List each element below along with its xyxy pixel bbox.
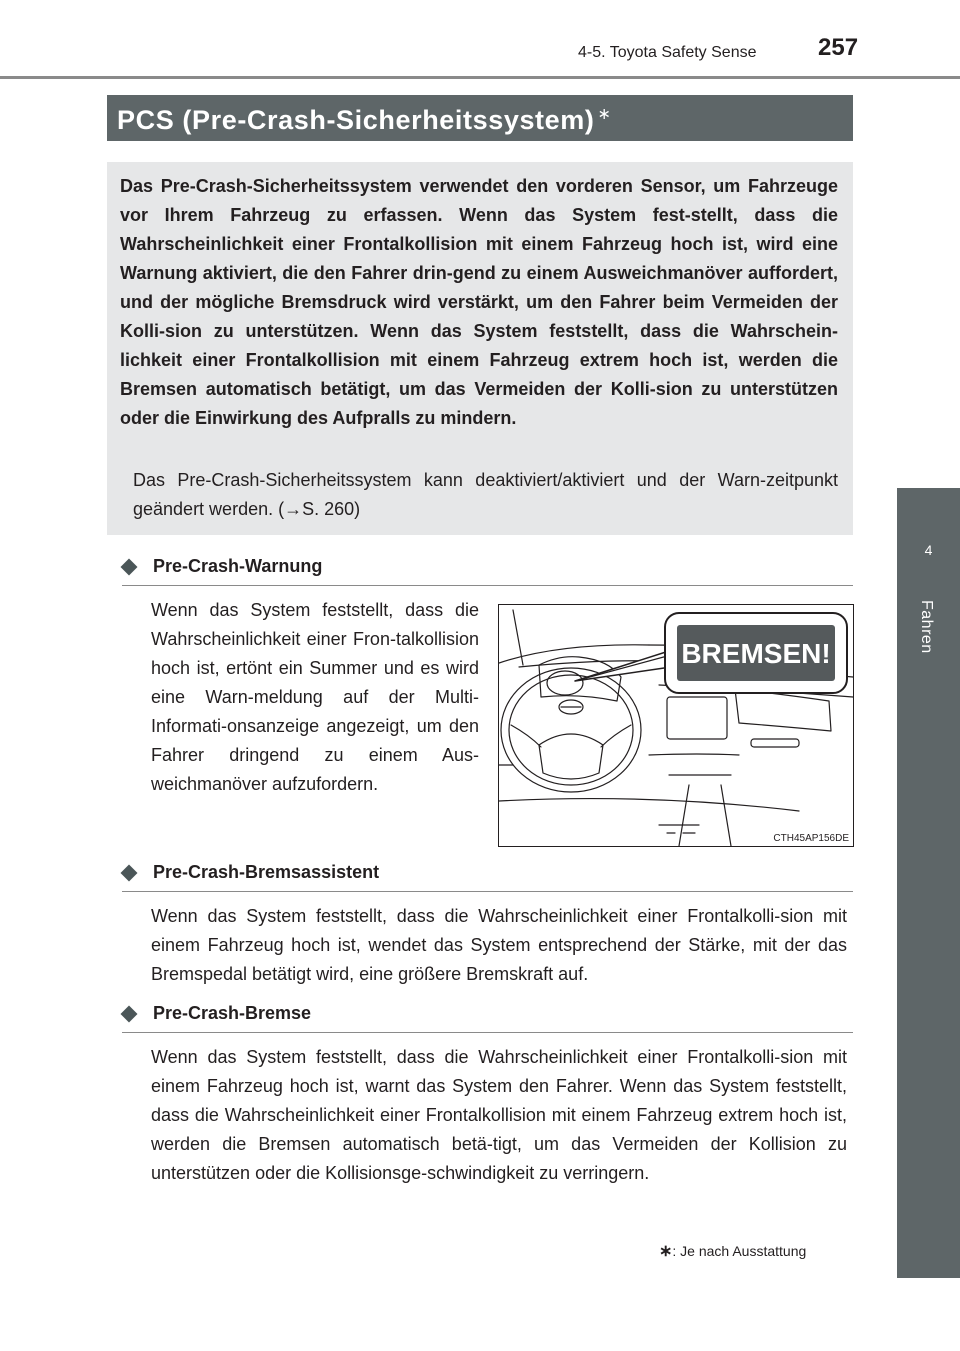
subheading-text: Pre-Crash-Warnung xyxy=(153,556,323,576)
page-title-text: PCS (Pre-Crash-Sicherheitssystem) xyxy=(117,105,595,135)
subheading-text: Pre-Crash-Bremse xyxy=(153,1003,312,1023)
chapter-label: Fahren xyxy=(918,600,935,654)
body-pre-crash-warnung: Wenn das System feststellt, dass die Wahrscheinlichkeit einer Fron-talkollision hoch ist, ertönt ein Summer und es wird eine Warn-meldung auf der Multi-Informati-onsanzeige angezeigt, um den Fahrer dringend zu einem Aus-weichmanöver aufzufordern. xyxy=(151,600,479,794)
subheading-pre-crash-bremse xyxy=(122,1003,853,1033)
optional-equipment-marker: ∗ xyxy=(597,106,612,123)
body-pre-crash-bremsassistent: Wenn das System feststellt, dass die Wahrscheinlichkeit einer Frontalkolli-sion mit einem Fahrzeug hoch ist, wendet das System entsprechend der Stärke, mit der das Bremspedal betätigt wird, eine größere Bremskraft auf. xyxy=(151,906,847,984)
dashboard-illustration xyxy=(498,604,854,847)
subheading-text: Pre-Crash-Bremsassistent xyxy=(153,862,380,882)
dashboard-drawing xyxy=(499,605,853,846)
footnote xyxy=(659,1241,806,1261)
subheading-pre-crash-warnung xyxy=(122,556,853,586)
subheading-pre-crash-bremsassistent xyxy=(122,862,853,892)
header-rule xyxy=(0,76,960,79)
intro-bold-paragraph: Das Pre-Crash-Sicherheitssystem verwendet den vorderen Sensor, um Fahrzeuge vor Ihrem Fahrzeug zu erfassen. Wenn das System fest-stellt, dass die Wahrscheinlichkeit einer Frontalkollision mit einem Fahrzeug hoch ist, wird eine Warnung aktiviert, die den Fahrer drin-gend zu einem Ausweichmanöver auffordert, und der mögliche Bremsdruck wird verstärkt, um den Fahrer beim Vermeiden der Kolli-sion zu unterstützen. Wenn das System feststellt, dass die Wahrschein-lichkeit einer Frontalkollision mit einem Fahrzeug extrem hoch ist, werden die Bremsen automatisch betätigt, um das Vermeiden der Kolli-sion zu unterstützen oder die Einwirkung des Aufpralls zu mindern. xyxy=(120,176,838,428)
body-pre-crash-bremse: Wenn das System feststellt, dass die Wahrscheinlichkeit einer Frontalkolli-sion mit einem Fahrzeug hoch ist, warnt das System den Fahrer. Wenn das System feststellt, dass die Wahrscheinlichkeit einer Frontalkollision mit einem Fahrzeug extrem hoch ist, werden die Bremsen automatisch betä-tigt, um das Vermeiden der Kollision zu unterstützen oder die Kollisionsge-schwindigkeit zu verringern. xyxy=(151,1047,847,1183)
page-title xyxy=(117,104,611,136)
footnote-text: : Je nach Ausstattung xyxy=(672,1243,807,1259)
diamond-bullet-icon xyxy=(121,559,138,576)
warning-display-text: BREMSEN! xyxy=(681,638,831,669)
title-bar xyxy=(107,95,853,141)
intro-box xyxy=(107,162,853,535)
section-title: 4-5. Toyota Safety Sense xyxy=(578,44,757,61)
chapter-tab[interactable] xyxy=(897,488,960,1278)
footnote-marker: ∗ xyxy=(659,1243,673,1260)
intro-note: Das Pre-Crash-Sicherheitssystem kann deaktiviert/aktiviert und der Warn-zeitpunkt geändert werden. (→S. 260) xyxy=(133,470,838,519)
diamond-bullet-icon xyxy=(121,1006,138,1023)
chapter-number: 4 xyxy=(924,542,933,558)
figure-code: CTH45AP156DE xyxy=(773,833,849,844)
page-number: 257 xyxy=(818,34,859,61)
diamond-bullet-icon xyxy=(121,865,138,882)
